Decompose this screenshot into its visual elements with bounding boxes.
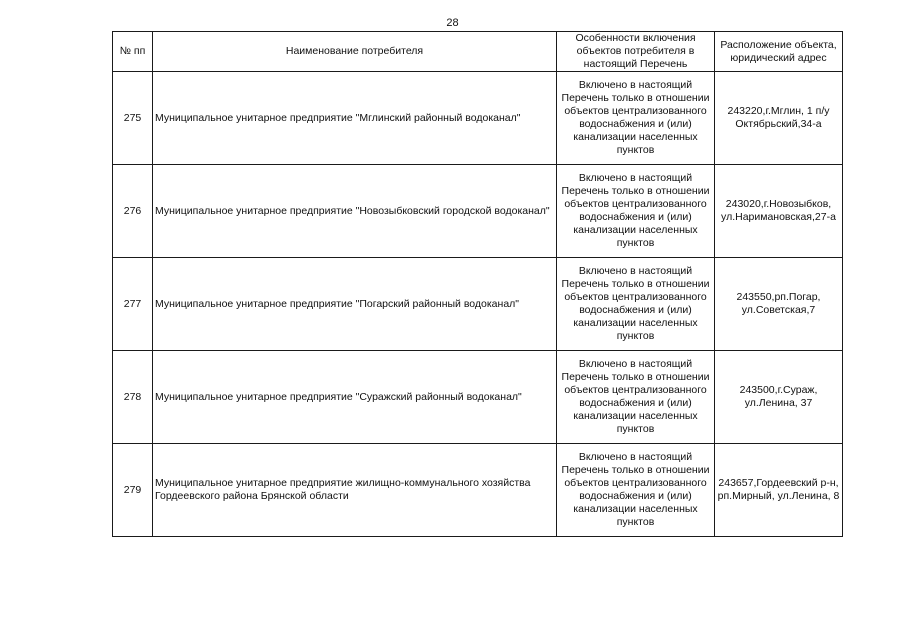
page-number: 28 [446,17,459,29]
consumer-name: Муниципальное унитарное предприятие "Мглинский районный водоканал" [153,72,557,165]
address: 243550,рп.Погар, ул.Советская,7 [715,258,843,351]
consumer-name: Муниципальное унитарное предприятие "Погарский районный водоканал" [153,258,557,351]
address: 243500,г.Сураж, ул.Ленина, 37 [715,351,843,444]
address: 243220,г.Мглин, 1 п/у Октябрьский,34-а [715,72,843,165]
table-row [113,444,843,537]
inclusion-feature: Включено в настоящий Перечень только в отношении объектов централизованного водоснабжения и (или) канализации населенных пунктов [557,351,715,444]
address: 243020,г.Новозыбков, ул.Наримановская,27-а [715,165,843,258]
header-row [113,32,843,72]
address: 243657,Гордеевский р-н, рп.Мирный, ул.Ленина, 8 [715,444,843,537]
consumers-table [112,31,843,537]
header-consumer-name: Наименование потребителя [153,32,557,72]
inclusion-feature: Включено в настоящий Перечень только в отношении объектов централизованного водоснабжения и (или) канализации населенных пунктов [557,444,715,537]
header-inclusion-features: Особенности включения объектов потребителя в настоящий Перечень [557,32,715,72]
table-header [113,32,843,72]
inclusion-feature: Включено в настоящий Перечень только в отношении объектов централизованного водоснабжения и (или) канализации населенных пунктов [557,72,715,165]
inclusion-feature: Включено в настоящий Перечень только в отношении объектов централизованного водоснабжения и (или) канализации населенных пунктов [557,258,715,351]
row-number: 279 [113,444,153,537]
table-row [113,72,843,165]
row-number: 276 [113,165,153,258]
consumer-name: Муниципальное унитарное предприятие "Суражский районный водоканал" [153,351,557,444]
row-number: 278 [113,351,153,444]
table-row [113,258,843,351]
table-row [113,351,843,444]
table-row [113,165,843,258]
row-number: 277 [113,258,153,351]
header-number: № пп [113,32,153,72]
consumer-name: Муниципальное унитарное предприятие "Новозыбковский городской водоканал" [153,165,557,258]
table-body [113,72,843,537]
inclusion-feature: Включено в настоящий Перечень только в отношении объектов централизованного водоснабжения и (или) канализации населенных пунктов [557,165,715,258]
consumer-name: Муниципальное унитарное предприятие жилищно-коммунального хозяйства Гордеевского района Брянской области [153,444,557,537]
row-number: 275 [113,72,153,165]
header-address: Расположение объекта, юридический адрес [715,32,843,72]
